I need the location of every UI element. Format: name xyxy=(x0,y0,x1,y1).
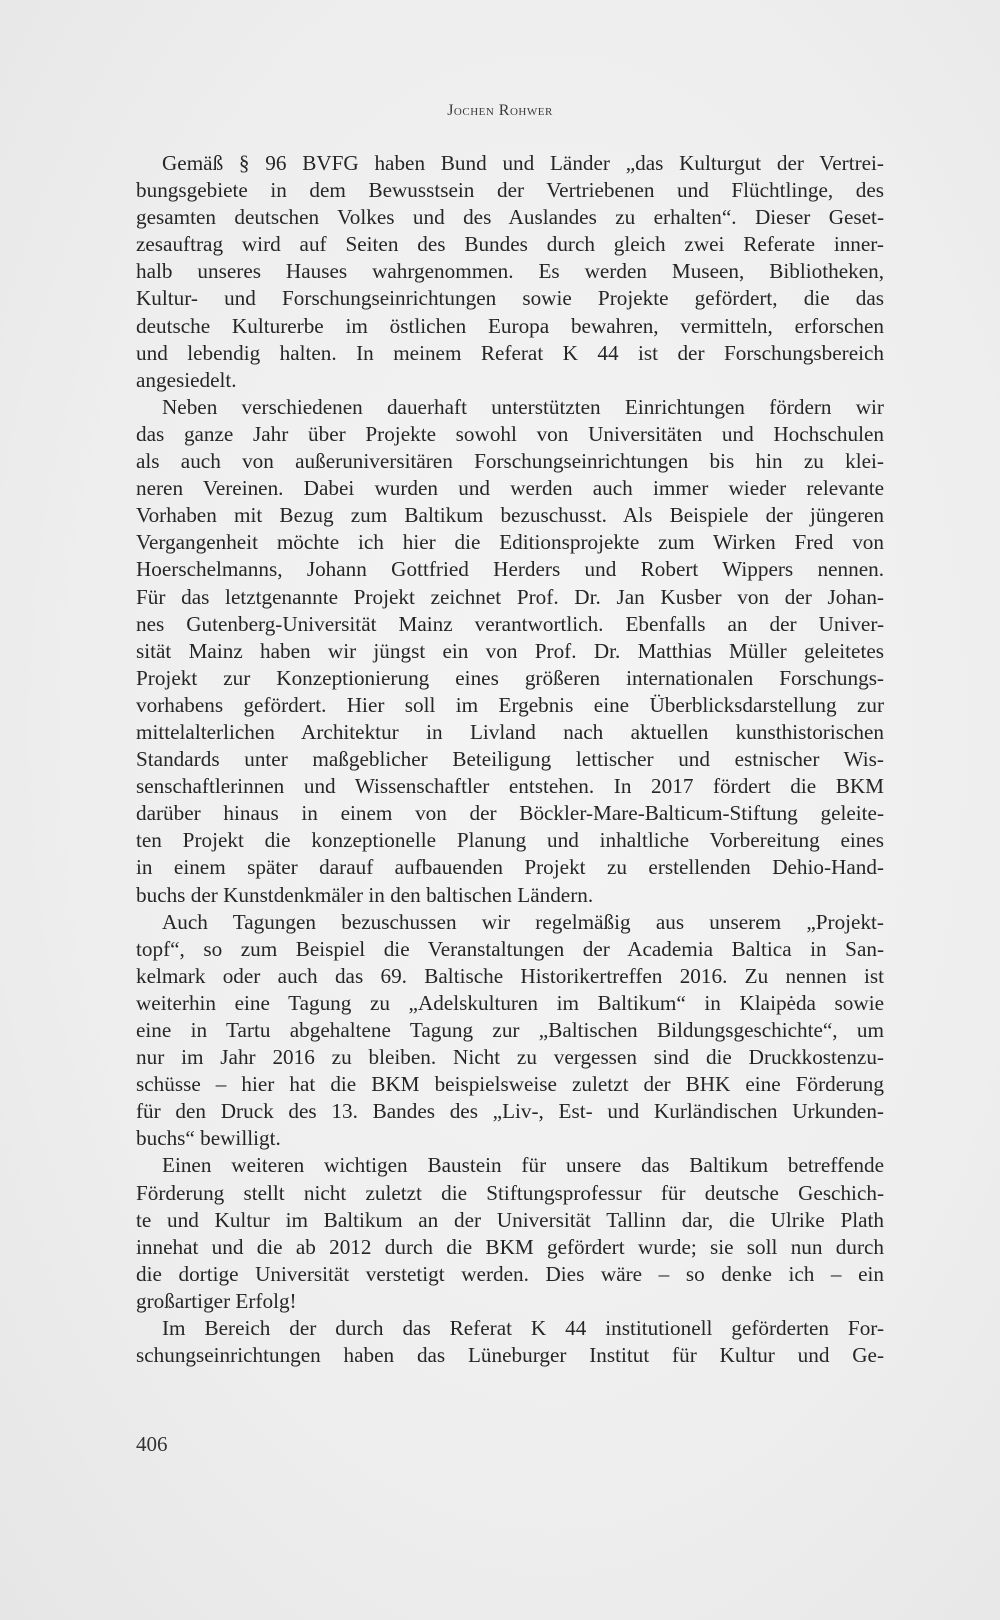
text-line: vorhabens gefördert. Hier soll im Ergebnis eine Überblicksdarstellung zur xyxy=(136,692,884,717)
text-line: schungseinrichtungen haben das Lüneburger Institut für Kultur und Ge- xyxy=(136,1343,884,1368)
text-line: weiterhin eine Tagung zu „Adelskulturen im Baltikum“ in Klaipėda sowie xyxy=(136,990,884,1015)
text-line: te und Kultur im Baltikum an der Universität Tallinn dar, die Ulrike Plath xyxy=(136,1207,884,1232)
running-head: Jochen Rohwer xyxy=(447,102,553,119)
body-text xyxy=(136,150,884,1369)
text-line: die dortige Universität verstetigt werden. Dies wäre – so denke ich – ein xyxy=(136,1261,884,1286)
text-line: innehat und die ab 2012 durch die BKM gefördert wurde; sie soll nun durch xyxy=(136,1234,884,1259)
text-line: Hoerschelmanns, Johann Gottfried Herders und Robert Wippers nennen. xyxy=(136,557,884,582)
text-line: schüsse – hier hat die BKM beispielsweise zuletzt der BHK eine Förderung xyxy=(136,1072,884,1097)
text-line: Für das letztgenannte Projekt zeichnet Prof. Dr. Jan Kusber von der Johan- xyxy=(136,584,884,609)
text-line: darüber hinaus in einem von der Böckler-Mare-Balticum-Stiftung geleite- xyxy=(136,801,884,826)
text-line: Standards unter maßgeblicher Beteiligung lettischer und estnischer Wis- xyxy=(136,747,884,772)
text-line: gesamten deutschen Volkes und des Auslandes zu erhalten“. Dieser Geset- xyxy=(136,205,884,230)
text-line: Projekt zur Konzeptionierung eines größeren internationalen Forschungs- xyxy=(136,665,884,690)
text-line: als auch von außeruniversitären Forschungseinrichtungen bis hin zu klei- xyxy=(136,449,884,474)
text-line: buchs“ bewilligt. xyxy=(136,1126,281,1151)
text-line: sität Mainz haben wir jüngst ein von Prof. Dr. Matthias Müller geleitetes xyxy=(136,638,884,663)
text-line: halb unseres Hauses wahrgenommen. Es werden Museen, Bibliotheken, xyxy=(136,259,884,284)
text-line: Im Bereich der durch das Referat K 44 institutionell geförderten For- xyxy=(162,1316,884,1341)
text-line: das ganze Jahr über Projekte sowohl von Universitäten und Hochschulen xyxy=(136,421,884,446)
text-line: Kultur- und Forschungseinrichtungen sowie Projekte gefördert, die das xyxy=(136,286,884,311)
text-line: mittelalterlichen Architektur in Livland nach aktuellen kunsthistorischen xyxy=(136,719,884,744)
text-line: Vorhaben mit Bezug zum Baltikum bezuschusst. Als Beispiele der jüngeren xyxy=(136,503,884,528)
text-line: senschaftlerinnen und Wissenschaftler entstehen. In 2017 fördert die BKM xyxy=(136,774,884,799)
text-line: nes Gutenberg-Universität Mainz verantwortlich. Ebenfalls an der Univer- xyxy=(136,611,884,636)
text-line: zesauftrag wird auf Seiten des Bundes durch gleich zwei Referate inner- xyxy=(136,232,884,257)
text-line: Vergangenheit möchte ich hier die Editionsprojekte zum Wirken Fred von xyxy=(136,530,884,555)
text-line: Neben verschiedenen dauerhaft unterstützten Einrichtungen fördern wir xyxy=(162,394,884,419)
text-line: bungsgebiete in dem Bewusstsein der Vertriebenen und Flüchtlinge, des xyxy=(136,178,884,203)
text-line: eine in Tartu abgehaltene Tagung zur „Baltischen Bildungsgeschichte“, um xyxy=(136,1018,884,1042)
text-line: Einen weiteren wichtigen Baustein für unsere das Baltikum betreffende xyxy=(162,1153,884,1178)
text-line: großartiger Erfolg! xyxy=(136,1288,297,1313)
page-number: 406 xyxy=(136,1432,168,1456)
text-line: Förderung stellt nicht zuletzt die Stiftungsprofessur für deutsche Geschich- xyxy=(136,1180,884,1205)
text-line: ten Projekt die konzeptionelle Planung und inhaltliche Vorbereitung eines xyxy=(136,828,884,853)
text-line: neren Vereinen. Dabei wurden und werden auch immer wieder relevante xyxy=(136,476,884,501)
text-line: nur im Jahr 2016 zu bleiben. Nicht zu vergessen sind die Druckkostenzu- xyxy=(136,1045,884,1070)
text-line: deutsche Kulturerbe im östlichen Europa bewahren, vermitteln, erforschen xyxy=(136,313,884,338)
text-line: und lebendig halten. In meinem Referat K 44 ist der Forschungsbereich xyxy=(136,340,884,365)
text-line: kelmark oder auch das 69. Baltische Historikertreffen 2016. Zu nennen ist xyxy=(136,963,884,988)
text-line: topf“, so zum Beispiel die Veranstaltungen der Academia Baltica in San- xyxy=(136,936,884,961)
text-line: angesiedelt. xyxy=(136,367,237,392)
text-line: in einem später darauf aufbauenden Projekt zu erstellenden Dehio-Hand- xyxy=(136,855,884,880)
text-line: für den Druck des 13. Bandes des „Liv-, Est- und Kurländischen Urkunden- xyxy=(136,1099,884,1124)
text-line: Auch Tagungen bezuschussen wir regelmäßig aus unserem „Projekt- xyxy=(162,909,884,934)
text-line: Gemäß § 96 BVFG haben Bund und Länder „das Kulturgut der Vertrei- xyxy=(162,151,884,175)
text-line: buchs der Kunstdenkmäler in den baltischen Ländern. xyxy=(136,882,594,907)
